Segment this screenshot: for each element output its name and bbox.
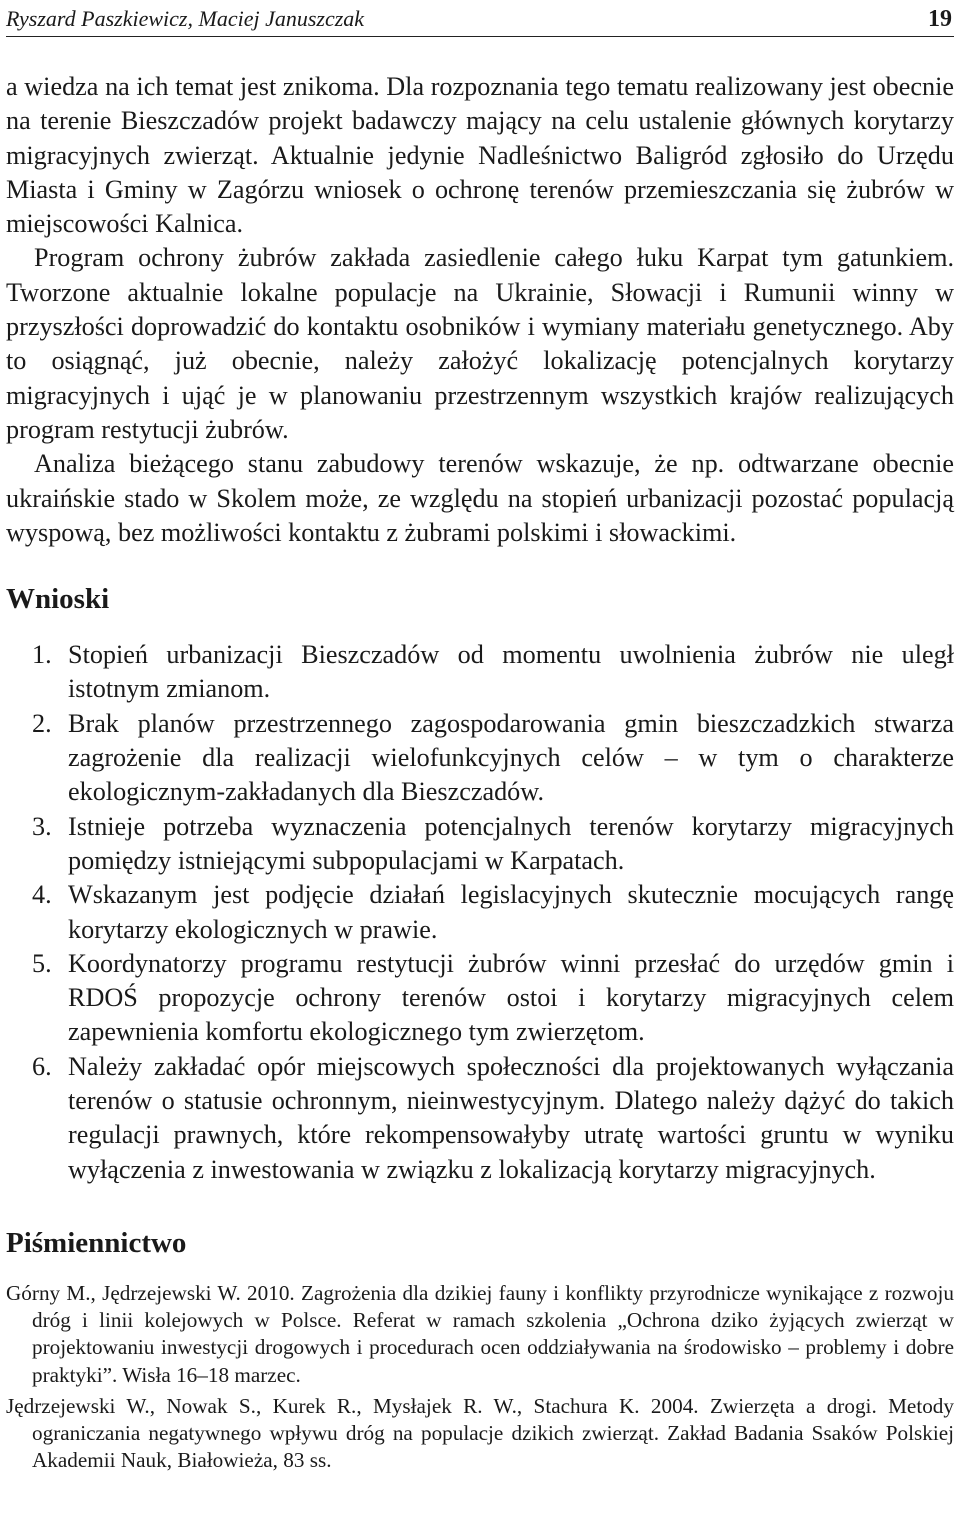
list-item xyxy=(32,878,954,947)
list-item-number: 2. xyxy=(32,708,52,738)
list-item-number: 4. xyxy=(32,880,52,910)
list-item-text: Koordynatorzy programu restytucji żubrów winni przesłać do urzędów gmin i RDOŚ propozycje ochrony terenów ostoi i korytarzy migracyjnych celem zapewnienia komfortu ekologicznego tym zwierzętom. xyxy=(68,948,954,1047)
running-header xyxy=(6,0,954,37)
list-item-number: 3. xyxy=(32,811,52,841)
page-number: 19 xyxy=(928,6,952,32)
conclusions-list xyxy=(6,638,954,1187)
list-item-text: Istnieje potrzeba wyznaczenia potencjalnych terenów korytarzy migracyjnych pomiędzy istniejącymi subpopulacjami w Karpatach. xyxy=(68,811,954,875)
list-item-text: Wskazanym jest podjęcie działań legislacyjnych skutecznie mocujących rangę korytarzy ekologicznych w prawie. xyxy=(68,880,954,944)
list-item xyxy=(32,638,954,707)
list-item xyxy=(32,810,954,879)
list-item xyxy=(32,947,954,1050)
bibliography-entry: Jędrzejewski W., Nowak S., Kurek R., Mysłajek R. W., Stachura K. 2004. Zwierzęta a drogi. Metody ograniczania negatywnego wpływu dróg na populacje dzikich zwierząt. Zakład Badania Ssaków Polskiej Akademii Nauk, Białowieża, 83 ss. xyxy=(6,1393,954,1473)
list-item-text: Stopień urbanizacji Bieszczadów od momentu uwolnienia żubrów nie uległ istotnym zmianom. xyxy=(68,640,954,704)
list-item-number: 5. xyxy=(32,948,52,978)
bibliography-entry: Górny M., Jędrzejewski W. 2010. Zagrożenia dla dzikiej fauny i konflikty przyrodnicze wynikające z rozwoju dróg i linii kolejowych w Polsce. Referat w ramach szkolenia „Ochrona dziko żyjących zwierząt w projektowaniu inwestycji drogowych i procedurach ocen oddziaływania na środowisko – problemy i dobre praktyki”. Wisła 16–18 marzec. xyxy=(6,1280,954,1387)
list-item xyxy=(32,707,954,810)
body-text xyxy=(6,70,954,550)
list-item-text: Brak planów przestrzennego zagospodarowania gmin bieszczadzkich stwarza zagrożenie dla realizacji wielofunkcyjnych celów – w tym o charakterze ekologicznym-zakładanych dla Bieszczadów. xyxy=(68,708,954,807)
bibliography-list xyxy=(6,1280,954,1474)
paragraph: a wiedza na ich temat jest znikoma. Dla rozpoznania tego tematu realizowany jest obecnie na terenie Bieszczadów projekt badawczy mający na celu ustalenie głównych korytarzy migracyjnych zwierząt. Aktualnie jedynie Nadleśnictwo Baligród zgłosiło do Urzędu Miasta i Gminy w Zagórzu wniosek o ochronę terenów przemieszczania się żubrów w miejscowości Kalnica. xyxy=(6,72,954,239)
list-item xyxy=(32,1050,954,1187)
list-item-text: Należy zakładać opór miejscowych społeczności dla projektowanych wyłączania terenów o statusie ochronnym, nieinwestycyjnym. Dlatego należy dążyć do takich regulacji prawnych, które rekompensowałyby utratę wartości gruntu w wyniku wyłączenia z inwestowania w związku z lokalizacją korytarzy migracyjnych. xyxy=(68,1051,954,1184)
header-authors: Ryszard Paszkiewicz, Maciej Januszczak xyxy=(6,6,365,31)
bibliography-heading: Piśmiennictwo xyxy=(6,1226,187,1259)
paragraph: Analiza bieżącego stanu zabudowy terenów wskazuje, że np. odtwarzane obecnie ukraińskie stado w Skolem może, ze względu na stopień urbanizacji pozostać populacją wyspową, bez możliwości kontaktu z żubrami polskimi i słowackimi. xyxy=(6,449,954,547)
paragraph: Program ochrony żubrów zakłada zasiedlenie całego łuku Karpat tym gatunkiem. Tworzone aktualnie lokalne populacje na Ukrainie, Słowacji i Rumunii winny w przyszłości doprowadzić do kontaktu osobników i wymiany materiału genetycznego. Aby to osiągnąć, już obecnie, należy założyć lokalizację potencjalnych korytarzy migracyjnych i ująć je w planowaniu przestrzennym wszystkich krajów realizujących program restytucji żubrów. xyxy=(6,243,954,444)
list-item-number: 1. xyxy=(32,640,52,670)
list-item-number: 6. xyxy=(32,1051,52,1081)
conclusions-heading: Wnioski xyxy=(6,583,110,616)
